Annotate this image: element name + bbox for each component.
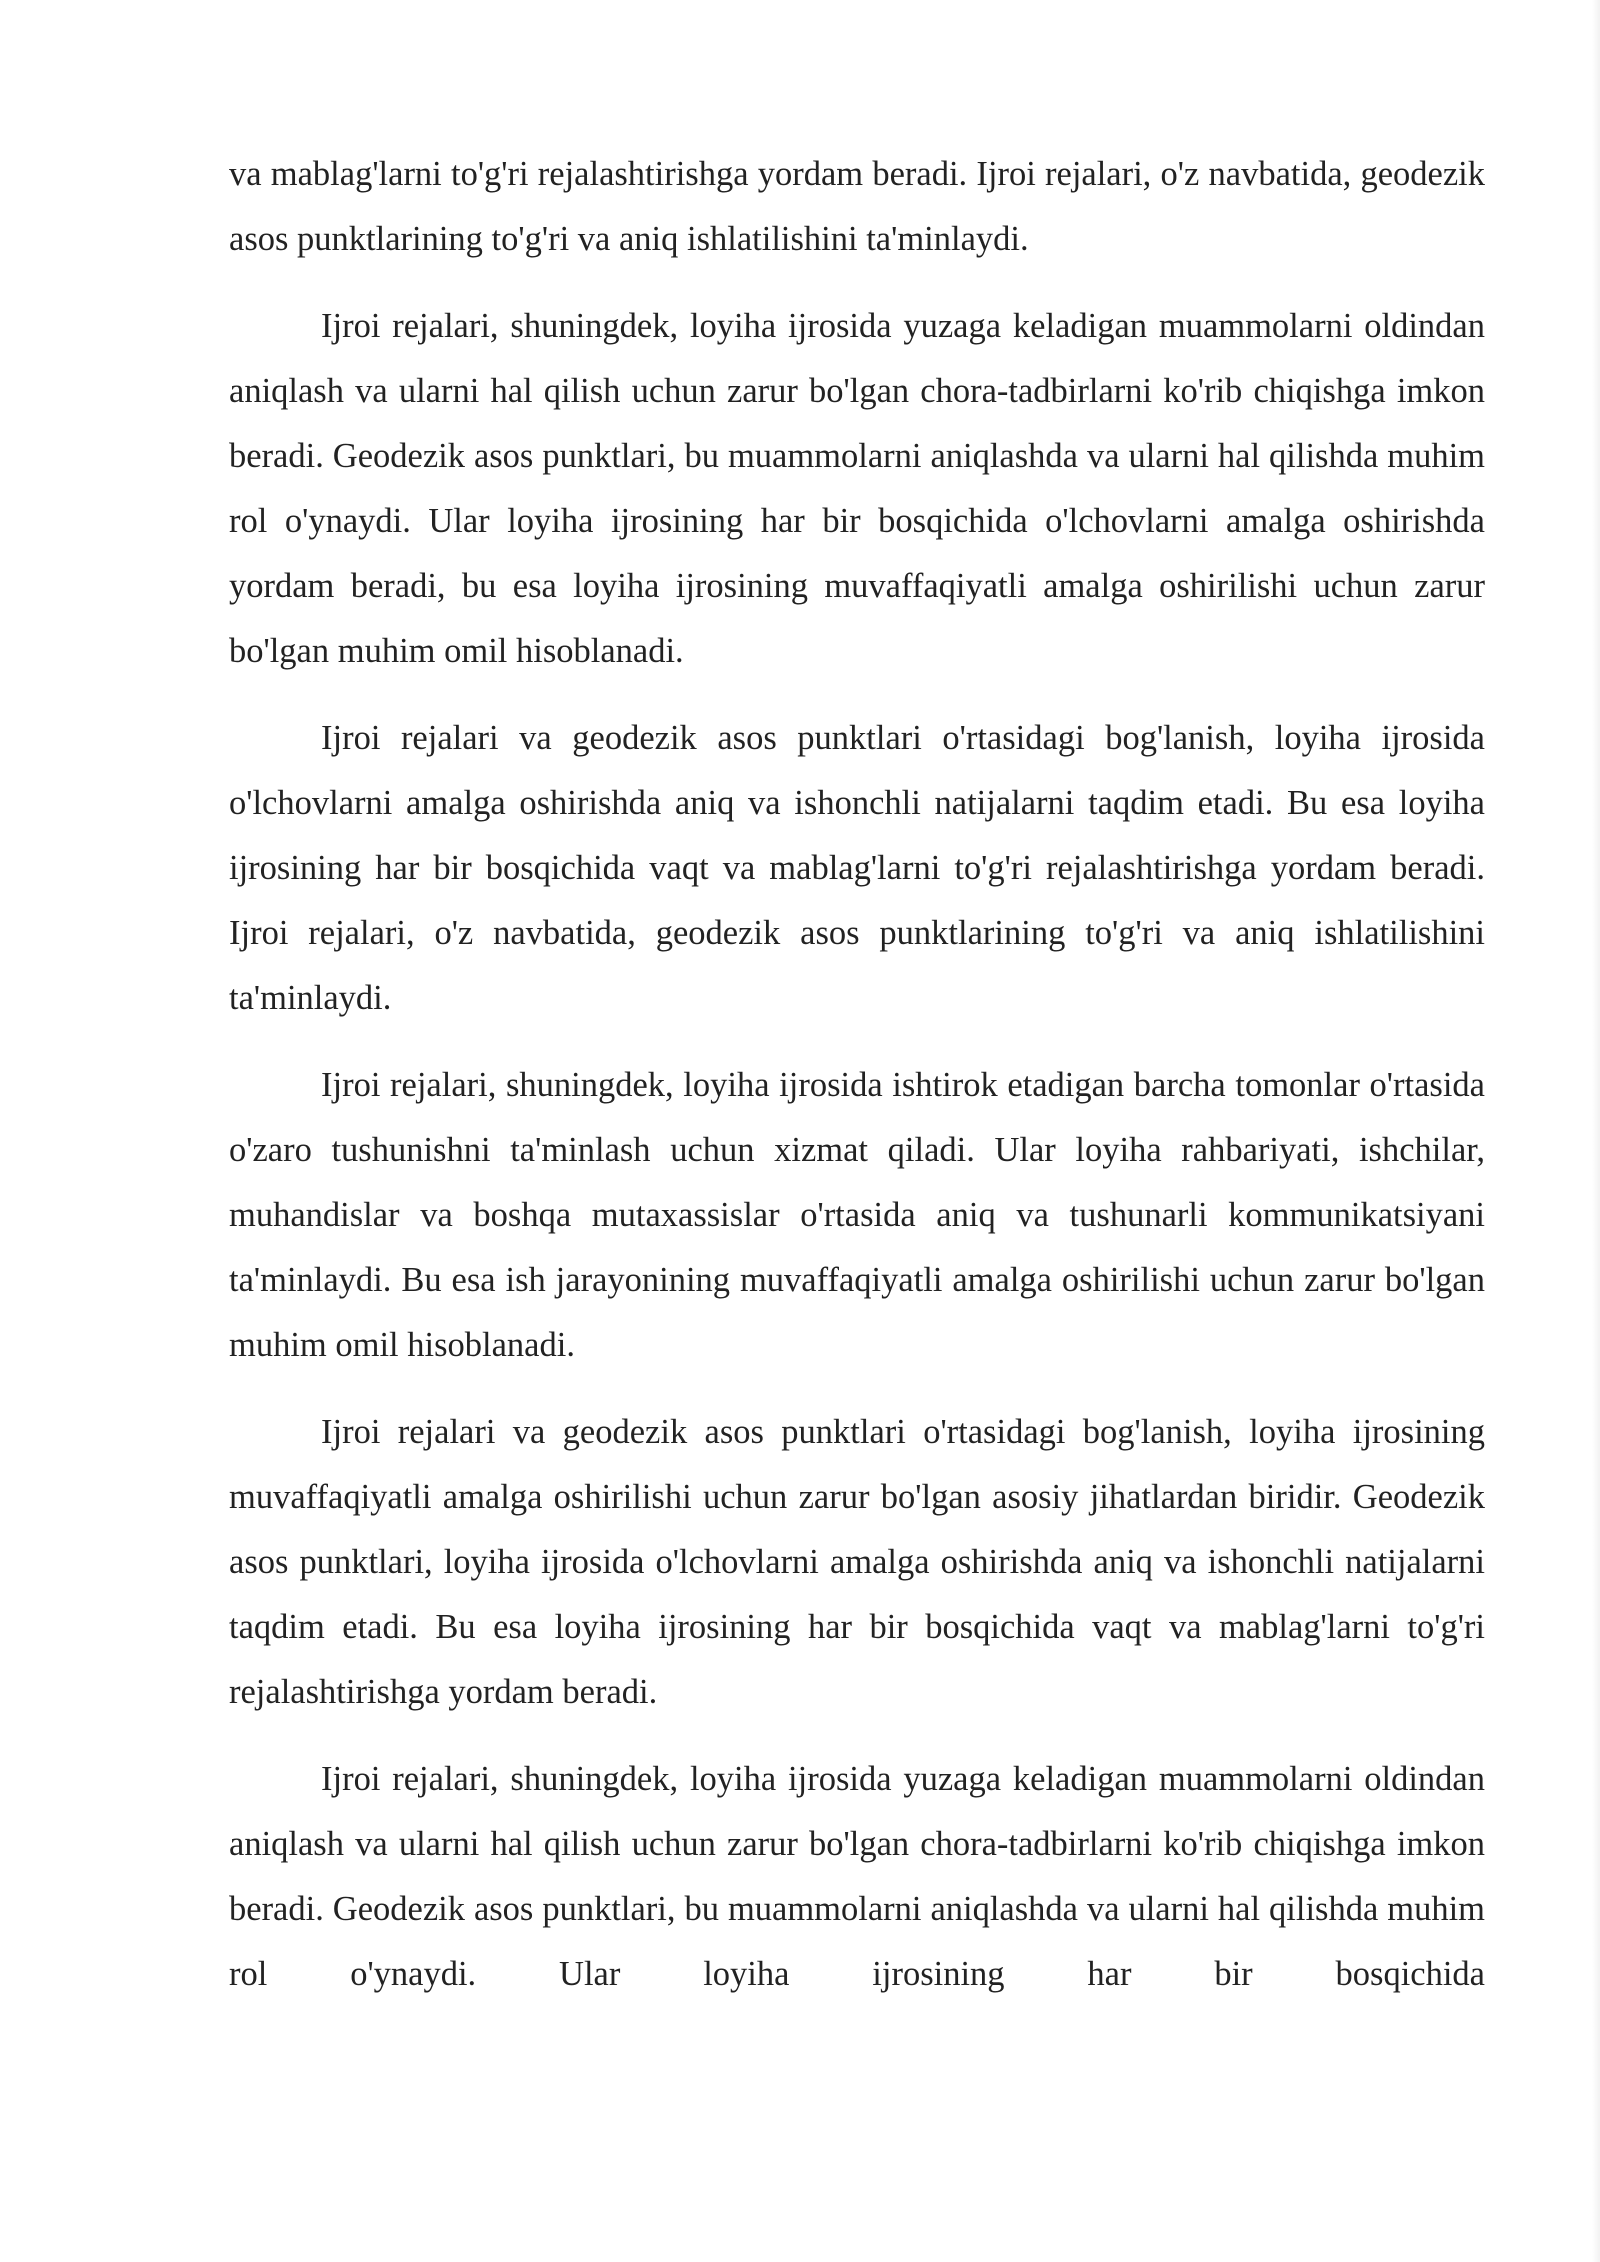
- paragraph-continued: va mablag'larni to'g'ri rejalashtirishga yordam beradi. Ijroi rejalari, o'z navbatida, geodezik asos punktlarining to'g'ri va aniq ishlatilishini ta'minlaydi.: [229, 155, 1485, 258]
- paragraph-truncated: Ijroi rejalari, shuningdek, loyiha ijrosida yuzaga keladigan muammolarni oldindan aniqlash va ularni hal qilish uchun zarur bo'lgan chora-tadbirlarni ko'rib chiqishga imkon beradi. Geodezik asos punktlari, bu muammolarni aniqlashda va ularni hal qilishda muhim rol o'ynaydi. Ular loyiha ijrosining har bir bosqichida: [229, 1760, 1485, 1993]
- document-body: [229, 142, 1485, 2029]
- paragraph: Ijroi rejalari va geodezik asos punktlari o'rtasidagi bog'lanish, loyiha ijrosining muvaffaqiyatli amalga oshirilishi uchun zarur bo'lgan asosiy jihatlardan biridir. Geodezik asos punktlari, loyiha ijrosida o'lchovlarni amalga oshirishda aniq va ishonchli natijalarni taqdim etadi. Bu esa loyiha ijrosining har bir bosqichida vaqt va mablag'larni to'g'ri rejalashtirishga yordam beradi.: [229, 1413, 1485, 1711]
- paragraph: Ijroi rejalari, shuningdek, loyiha ijrosida ishtirok etadigan barcha tomonlar o'rtasida o'zaro tushunishni ta'minlash uchun xizmat qiladi. Ular loyiha rahbariyati, ishchilar, muhandislar va boshqa mutaxassislar o'rtasida aniq va tushunarli kommunikatsiyani ta'minlaydi. Bu esa ish jarayonining muvaffaqiyatli amalga oshirilishi uchun zarur bo'lgan muhim omil hisoblanadi.: [229, 1066, 1485, 1364]
- page-edge-shadow: [1592, 0, 1600, 2262]
- paragraph: Ijroi rejalari, shuningdek, loyiha ijrosida yuzaga keladigan muammolarni oldindan aniqlash va ularni hal qilish uchun zarur bo'lgan chora-tadbirlarni ko'rib chiqishga imkon beradi. Geodezik asos punktlari, bu muammolarni aniqlashda va ularni hal qilishda muhim rol o'ynaydi. Ular loyiha ijrosining har bir bosqichida o'lchovlarni amalga oshirishda yordam beradi, bu esa loyiha ijrosining muvaffaqiyatli amalga oshirilishi uchun zarur bo'lgan muhim omil hisoblanadi.: [229, 307, 1485, 670]
- paragraph: Ijroi rejalari va geodezik asos punktlari o'rtasidagi bog'lanish, loyiha ijrosida o'lchovlarni amalga oshirishda aniq va ishonchli natijalarni taqdim etadi. Bu esa loyiha ijrosining har bir bosqichida vaqt va mablag'larni to'g'ri rejalashtirishga yordam beradi. Ijroi rejalari, o'z navbatida, geodezik asos punktlarining to'g'ri va aniq ishlatilishini ta'minlaydi.: [229, 719, 1485, 1017]
